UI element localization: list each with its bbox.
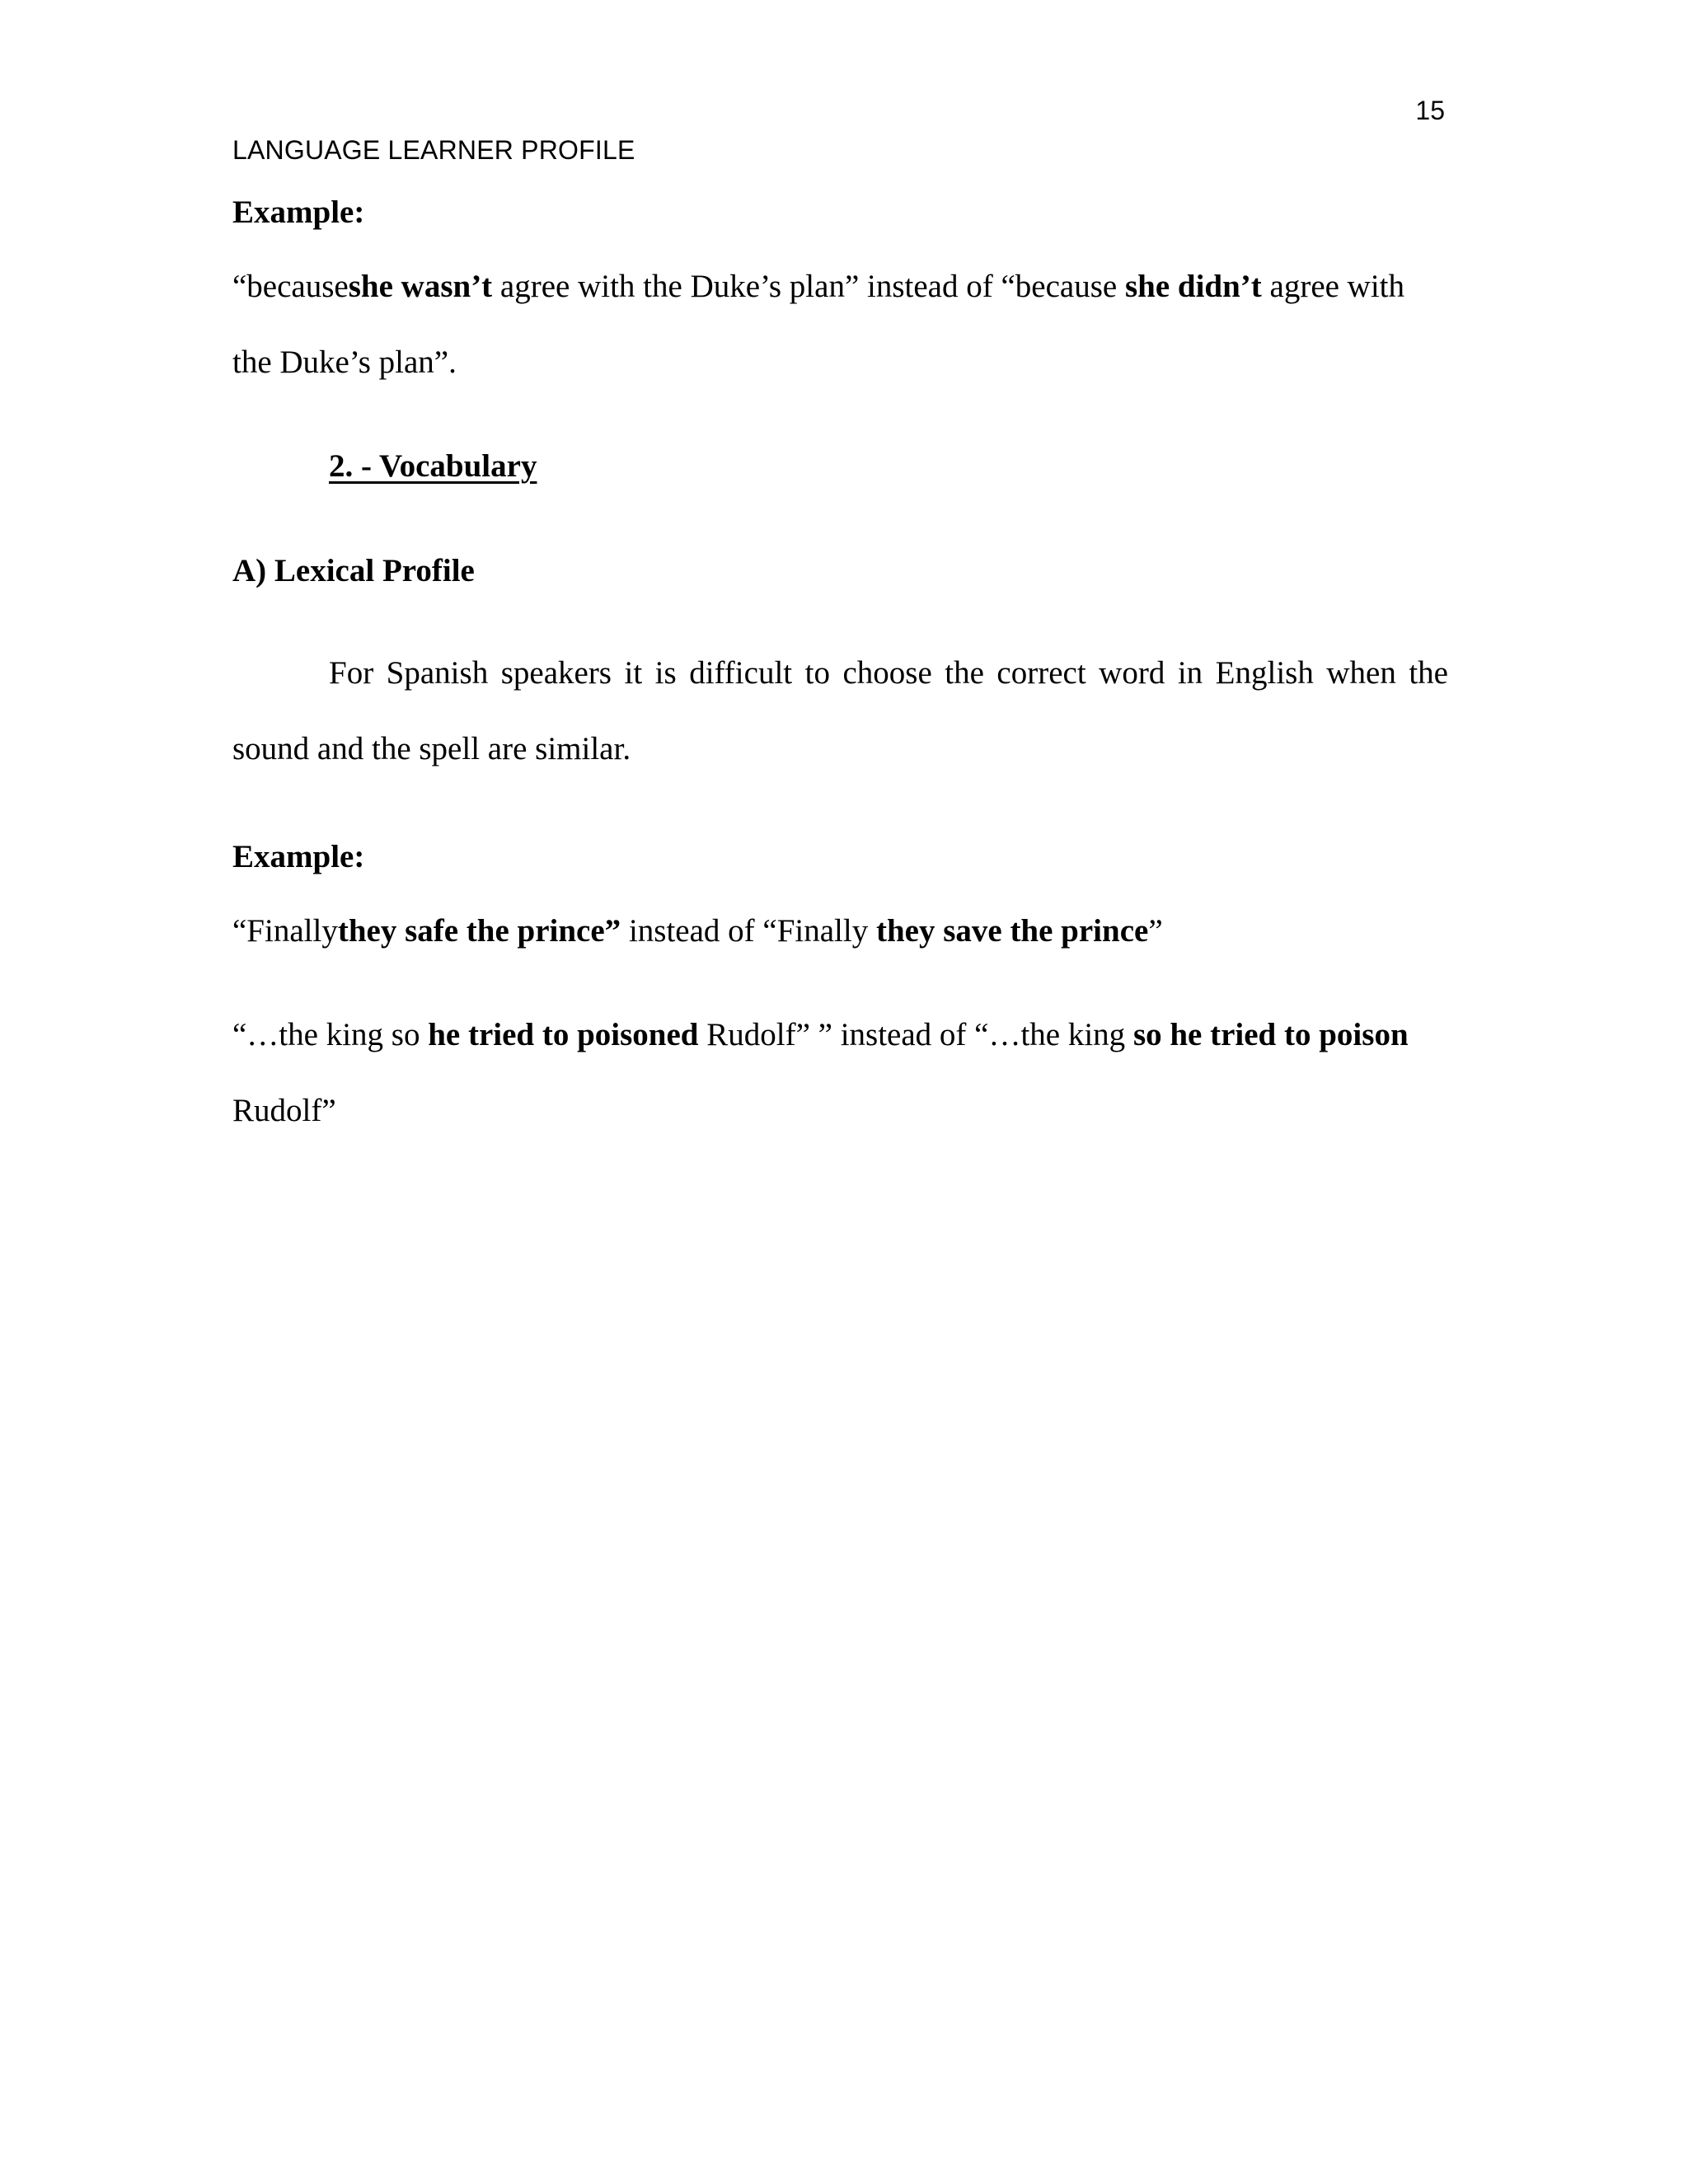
example-label-1: Example: [232,194,365,230]
example-sentence-3 [232,997,1448,1149]
bold-correction: so he tried to poison [1132,1017,1409,1052]
running-head: LANGUAGE LEARNER PROFILE [232,135,635,165]
bold-error: she wasn’t [348,269,493,304]
example-sentence-2: “Finallythey safe the prince” instead of “Finally they save the prince” [232,913,1163,949]
bold-error: he tried to poisoned [428,1017,699,1052]
bold-error: they safe the prince” [337,913,621,949]
text-segment: “becauseshe wasn’t agree with the Duke’s plan” instead of “because she didn’t agree with [232,269,1405,304]
example-sentence-1 [232,249,1448,401]
example-sentence-1-line-1 [232,249,1448,325]
example-label-2: Example: [232,839,365,874]
section-heading-vocabulary: 2. - Vocabulary [329,448,537,484]
lexical-paragraph: For Spanish speakers it is difficult to choose the correct word in English when the sound and the spell are similar. [232,655,1448,766]
example-sentence-3-line-2: Rudolf” [232,1093,336,1128]
text-segment: “…the king so he tried to poisoned Rudolf” ” instead of “…the king so he tried to poison [232,1017,1409,1052]
bold-correction: they save the prince [875,913,1149,949]
bold-correction: she didn’t [1124,269,1262,304]
page-number: 15 [1415,96,1445,125]
subheading-lexical-profile: A) Lexical Profile [232,553,475,588]
example-sentence-1-line-2: the Duke’s plan”. [232,344,457,380]
example-sentence-3-line-1 [232,997,1448,1073]
